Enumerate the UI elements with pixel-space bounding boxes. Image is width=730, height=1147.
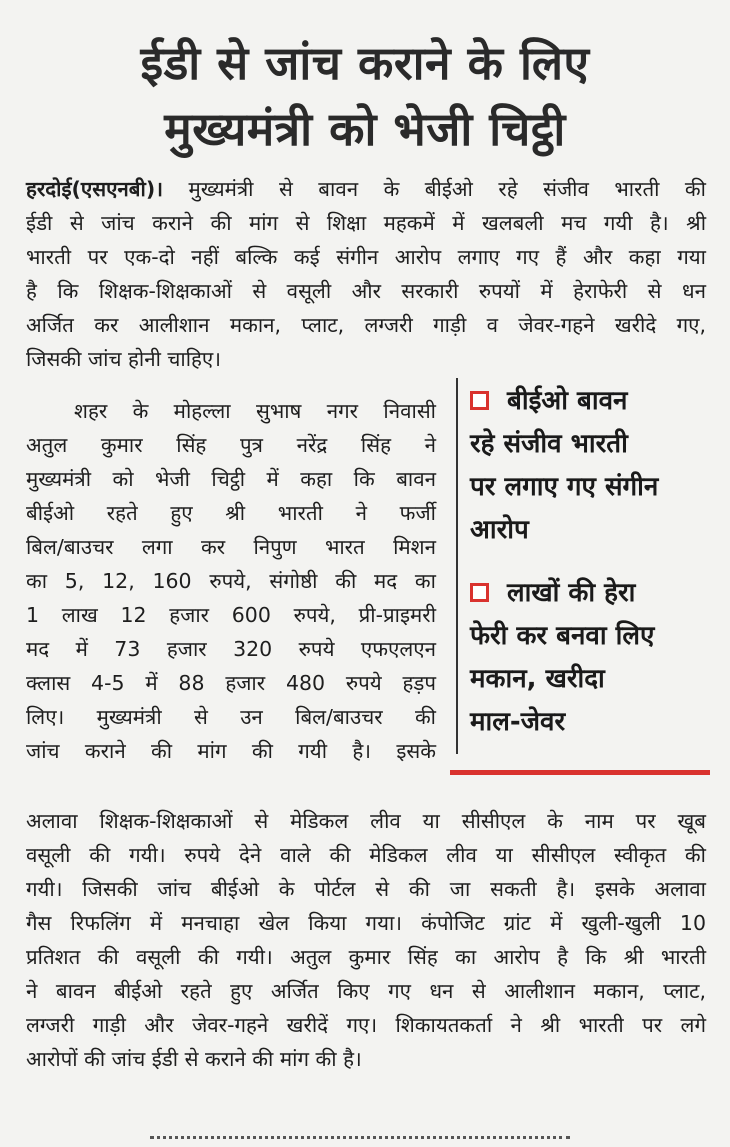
continuation-line: गैस रिफलिंग में मनचाहा खेल किया गया। कंपोजिट ग्रांट में खुली-खुली 10 xyxy=(26,911,706,935)
column-divider xyxy=(456,378,458,754)
column-line: 1 लाख 12 हजार 600 रुपये, प्री-प्राइमरी xyxy=(26,603,436,627)
continuation-paragraph xyxy=(26,804,706,1076)
red-rule xyxy=(450,770,710,775)
column-line: लिए। मुख्यमंत्री से उन बिल/बाउचर की xyxy=(26,705,436,729)
column-line: बिल/बाउचर लगा कर निपुण भारत मिशन xyxy=(26,535,436,559)
red-square-bullet-icon xyxy=(470,391,489,410)
column-line: मद में 73 हजार 320 रुपये एफएलएन xyxy=(26,637,436,661)
highlight-box xyxy=(456,378,710,778)
continuation-line: प्रतिशत की वसूली की गयी। अतुल कुमार सिंह का आरोप है कि श्री भारती xyxy=(26,945,706,969)
dateline: हरदोई(एसएनबी)। xyxy=(26,177,163,201)
intro-line: भारती पर एक-दो नहीं बल्कि कई संगीन आरोप लगाए गए हैं और कहा गया xyxy=(26,245,706,269)
headline-line-1: ईडी से जांच कराने के लिए xyxy=(140,36,590,90)
continuation-line: गयी। जिसकी जांच बीईओ के पोर्टल से की जा सकती है। इसके अलावा xyxy=(26,877,706,901)
column-line: क्लास 4-5 में 88 हजार 480 रुपये हड़प xyxy=(26,671,436,695)
column-line: शहर के मोहल्ला सुभाष नगर निवासी xyxy=(74,399,436,423)
continuation-line: वसूली की गयी। रुपये देने वाले की मेडिकल लीव या सीसीएल स्वीकृत की xyxy=(26,843,706,867)
continuation-line: ने बावन बीईओ रहते हुए अर्जित किए गए धन से आलीशान मकान, प्लाट, xyxy=(26,979,706,1003)
intro-line: ईडी से जांच कराने की मांग से शिक्षा महकमें में खलबली मच गयी है। श्री xyxy=(26,211,706,235)
cut-edge-remnant xyxy=(150,1136,570,1147)
continuation-line: अलावा शिक्षक-शिक्षकाओं से मेडिकल लीव या सीसीएल के नाम पर खूब xyxy=(26,809,706,833)
column-line: जांच कराने की मांग की गयी है। इसके xyxy=(26,739,436,763)
intro-line: जिसकी जांच होनी चाहिए। xyxy=(26,347,222,371)
column-line: मुख्यमंत्री को भेजी चिट्ठी में कहा कि बावन xyxy=(26,467,436,491)
intro-line: हरदोई(एसएनबी)। मुख्यमंत्री से बावन के बीईओ रहे संजीव भारती की xyxy=(26,177,706,201)
left-column xyxy=(26,394,436,768)
headline-line-2: मुख्यमंत्री को भेजी चिट्ठी xyxy=(164,102,566,156)
intro-line: अर्जित कर आलीशान मकान, प्लाट, लग्जरी गाड़ी व जेवर-गहने खरीदे गए, xyxy=(26,313,706,337)
column-line: अतुल कुमार सिंह पुत्र नरेंद्र सिंह ने xyxy=(26,433,436,457)
highlight-item-2: लाखों की हेरा फेरी कर बनवा लिए मकान, खरीदा माल-जेवर xyxy=(470,578,655,737)
continuation-line: आरोपों की जांच ईडी से कराने की मांग की है। xyxy=(26,1047,362,1071)
intro-line: है कि शिक्षक-शिक्षकाओं से वसूली और सरकारी रुपयों में हेराफेरी से धन xyxy=(26,279,706,303)
intro-paragraph xyxy=(26,172,706,376)
column-line: का 5, 12, 160 रुपये, संगोष्ठी की मद का xyxy=(26,569,436,593)
headline xyxy=(0,30,730,162)
highlight-item-1: बीईओ बावन रहे संजीव भारती पर लगाए गए संगीन आरोप xyxy=(470,386,659,545)
column-line: बीईओ रहते हुए श्री भारती ने फर्जी xyxy=(26,501,436,525)
red-square-bullet-icon xyxy=(470,583,489,602)
continuation-line: लग्जरी गाड़ी और जेवर-गहने खरीदें गए। शिकायतकर्ता ने श्री भारती पर लगे xyxy=(26,1013,706,1037)
